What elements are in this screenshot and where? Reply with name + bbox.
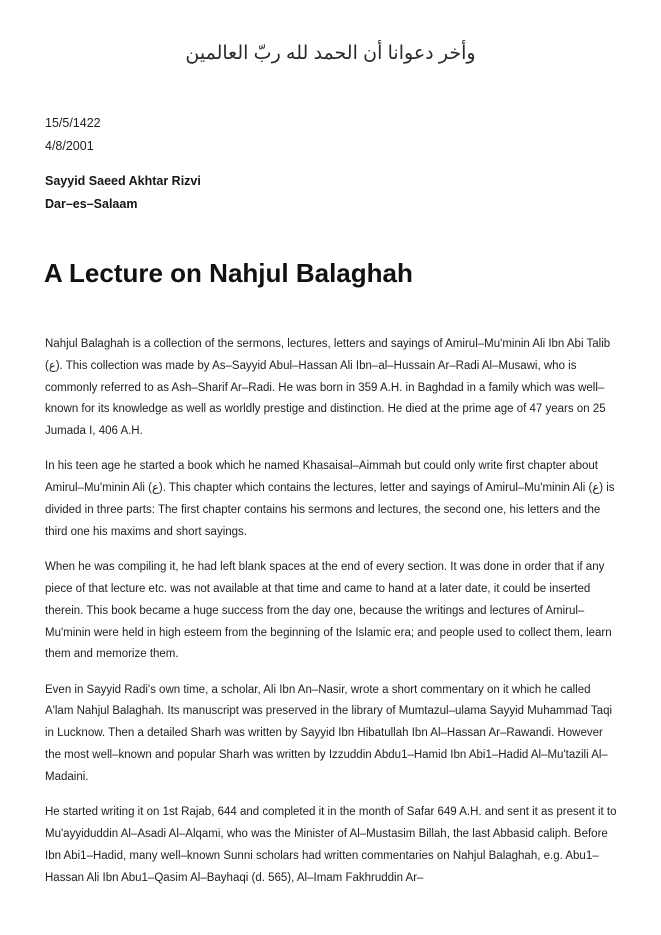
paragraph-1: Nahjul Balaghah is a collection of the sermons, lectures, letters and sayings of Amirul–Mu'minin Ali Ibn Abi Talib (ع). This collection was made by As–Sayyid Abul–Hassan Ali Ibn–al–Hussain Ar–Radi Al–Musawi, who is commonly referred to as Ash–Sharif Ar–Radi. He was born in 359 A.H. in Baghdad in a family which was well–known for its knowledge as well as worldly prestige and distinction. He died at the prime age of 47 years on 25 Jumada I, 406 A.H. — [45, 338, 611, 438]
author-location: Dar–es–Salaam — [45, 196, 138, 211]
date-block — [45, 112, 101, 158]
author-block — [45, 170, 201, 215]
page-title: A Lecture on Nahjul Balaghah — [44, 258, 413, 288]
paragraph-3: When he was compiling it, he had left blank spaces at the end of every section. It was done in order that if any piece of that lecture etc. was not available at that time and came to hand at a later date, it could be inserted therein. This book became a huge success from the day one, because the writings and lectures of Amirul–Mu'minin were held in high esteem from the beginning of the Islamic era; and people used to collect them, learn them and memorize them. — [45, 561, 612, 661]
paragraph-4: Even in Sayyid Radi's own time, a scholar, Ali Ibn An–Nasir, wrote a short commentary on it which he called A'lam Nahjul Balaghah. Its manuscript was preserved in the library of Mumtazul–ulama Sayyid Muhammad Taqi in Lucknow. Then a detailed Sharh was written by Sayyid Ibn Hibatullah Ibn Al–Hassan Ar–Rawandi. However the most well–known and popular Sharh was written by Izzuddin Abdu1–Hamid Ibn Abi1–Hadid Al–Mu'tazili Al–Madaini. — [45, 683, 613, 783]
gregorian-date: 4/8/2001 — [45, 139, 94, 153]
paragraph-5: He started writing it on 1st Rajab, 644 and completed it in the month of Safar 649 A.H. and sent it as present it to Mu'ayyiduddin Al–Asadi Al–Alqami, who was the Minister of Al–Mustasim Billah, the last Abbasid caliph. Before Ibn Abi1–Hadid, many well–known Sunni scholars had written commentaries on Nahjul Balaghah, e.g. Abu1–Hassan Ali Ibn Abu1–Qasim Al–Bayhaqi (d. 565), Al–Imam Fakhruddin Ar– — [45, 806, 617, 884]
paragraph-2: In his teen age he started a book which he named Khasaisal–Aimmah but could only write first chapter about Amirul–Mu'minin Ali (ع). This chapter which contains the lectures, letter and sayings of Amirul–Mu'minin Ali (ع) is divided in three parts: The first chapter contains his sermons and lectures, the second one, his letters and the third one his maxims and short sayings. — [45, 460, 615, 538]
author-name: Sayyid Saeed Akhtar Rizvi — [45, 174, 201, 188]
lecture-body — [45, 334, 621, 903]
hijri-date: 15/5/1422 — [45, 116, 101, 130]
arabic-closing-line: وأخر دعوانا أن الحمد لله ربّ العالمين — [185, 43, 476, 64]
